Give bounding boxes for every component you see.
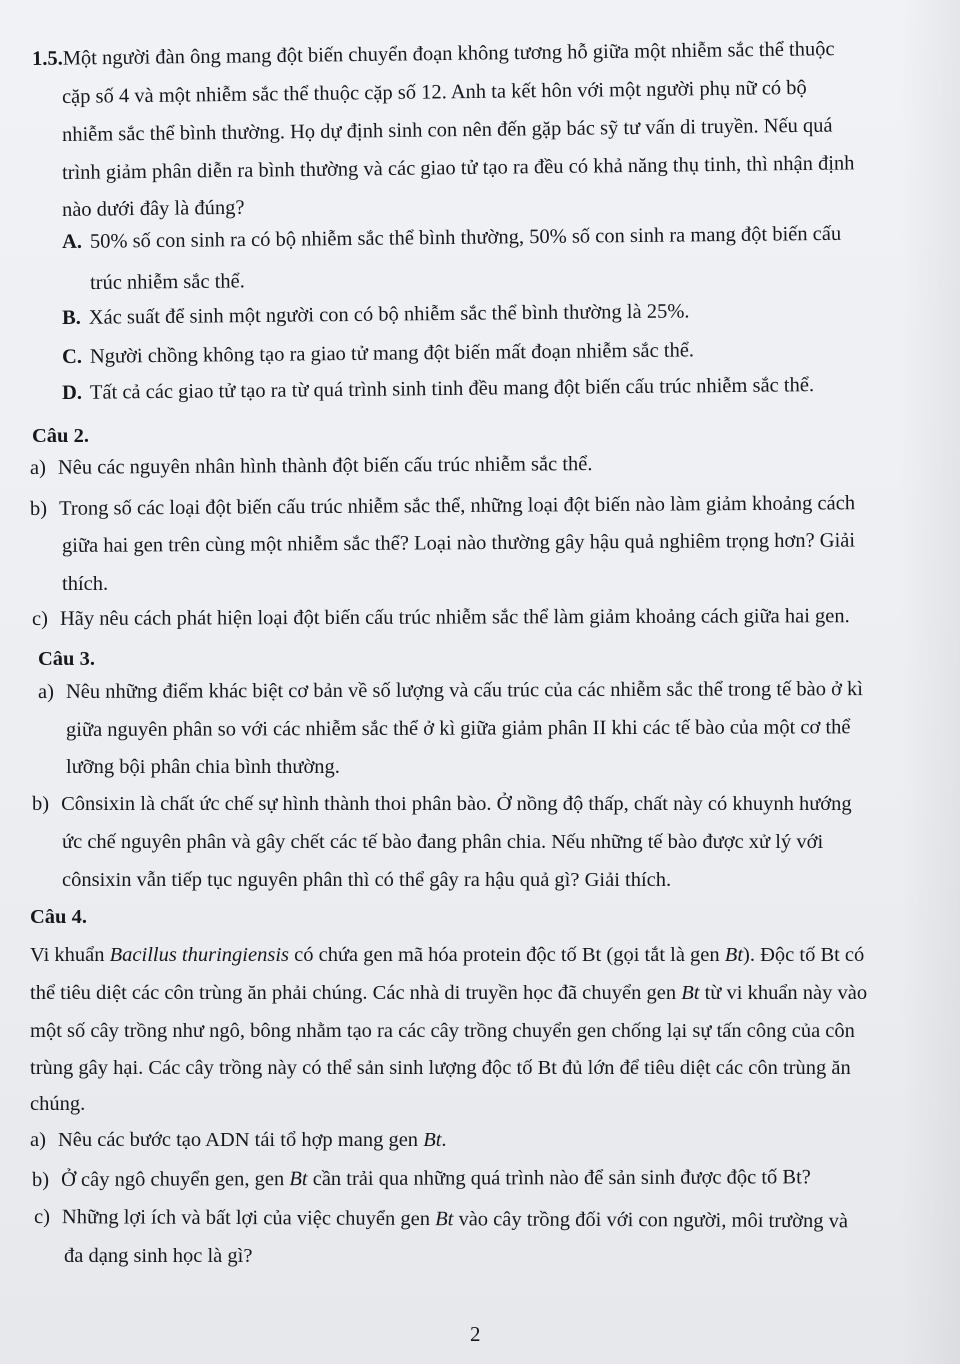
sub-text: Cônsixin là chất ức chế sự hình thành thoi phân bào. Ở nồng độ thấp, chất này có khuynh hướng	[61, 793, 852, 815]
option-text: Tất cả các giao tử tạo ra từ quá trình sinh tinh đều mang đột biến cấu trúc nhiễm sắc thể.	[89, 374, 815, 404]
sub-text: Hãy nêu cách phát hiện loại đột biến cấu trúc nhiễm sắc thể làm giảm khoảng cách giữa hai gen.	[59, 605, 850, 630]
question-line: cặp số 4 và một nhiễm sắc thể thuộc cặp số 12. Anh ta kết hôn với một người phụ nữ có bộ	[61, 76, 807, 108]
question-line: nào dưới đây là đúng?	[61, 196, 245, 221]
sub-question-a	[30, 1127, 447, 1153]
sub-text: Nêu những điểm khác biệt cơ bản về số lượng và cấu trúc của các nhiễm sắc thể trong tế bào ở kì	[65, 678, 864, 703]
sub-question-b	[30, 490, 855, 522]
sub-question-b	[32, 1164, 811, 1193]
option-text: 50% số con sinh ra có bộ nhiễm sắc thể bình thường, 50% số con sinh ra mang đột biến cấu	[89, 222, 842, 253]
sub-text: Trong số các loại đột biến cấu trúc nhiễm sắc thể, những loại đột biến nào làm giảm khoảng cách	[59, 492, 856, 520]
sub-label: a)	[30, 1129, 46, 1151]
sub-label: b)	[32, 793, 50, 815]
sub-label: b)	[31, 1168, 50, 1191]
italic-term: Bt	[289, 1168, 308, 1191]
sub-text-line: cônsixin vẫn tiếp tục nguyên phân thì có thể gây ra hậu quả gì? Giải thích.	[62, 869, 672, 891]
sub-text-line: giữa hai gen trên cùng một nhiễm sắc thể? Loại nào thường gây hậu quả nghiêm trọng hơn? Giải	[61, 529, 856, 557]
sub-question-c	[34, 1204, 848, 1234]
option-d	[62, 372, 814, 406]
section-heading: Câu 3.	[38, 648, 95, 670]
intro-line: Vi khuẩn Bacillus thuringiensis có chứa gen mã hóa protein độc tố Bt (gọi tắt là gen Bt). Độc tố Bt có	[30, 944, 865, 966]
question-number: 1.5.	[31, 47, 63, 70]
sub-label: a)	[37, 680, 54, 703]
option-c	[62, 337, 694, 370]
sub-label: b)	[29, 497, 48, 520]
option-b	[62, 298, 690, 331]
sub-question-c	[32, 603, 850, 632]
section-heading: Câu 4.	[30, 906, 87, 928]
option-a	[62, 221, 841, 255]
italic-term: Bt	[724, 944, 744, 966]
option-text: Người chồng không tạo ra giao tử mang đột biến mất đoạn nhiễm sắc thể.	[89, 339, 695, 368]
option-label: C.	[61, 345, 83, 368]
intro-line: chúng.	[30, 1093, 86, 1115]
option-label: B.	[61, 306, 81, 329]
sub-question-a	[38, 676, 863, 705]
italic-term: Bt	[435, 1208, 454, 1231]
question-line: nhiễm sắc thể bình thường. Họ dự định sinh con nên đến gặp bác sỹ tư vấn di truyền. Nếu quá	[61, 114, 833, 146]
sub-text: Ở cây ngô chuyển gen, gen Bt cần trải qua những quá trình nào để sản sinh được độc tố Bt?	[61, 1166, 811, 1191]
italic-term: Bt	[681, 982, 700, 1004]
sub-text: Nêu các nguyên nhân hình thành đột biến cấu trúc nhiễm sắc thể.	[57, 453, 593, 479]
sub-text-line: thích.	[62, 573, 109, 595]
sub-text: Những lợi ích và bất lợi của việc chuyển gen Bt vào cây trồng đối với con người, môi trường và	[61, 1206, 849, 1233]
sub-text-line: lưỡng bội phân chia bình thường.	[66, 756, 340, 778]
intro-line: thể tiêu diệt các côn trùng ăn phải chúng. Các nhà di truyền học đã chuyển gen Bt từ vi khuẩn này vào	[30, 982, 868, 1004]
section-heading: Câu 2.	[32, 425, 89, 447]
italic-term: Bt	[423, 1129, 442, 1151]
option-a-continued: trúc nhiễm sắc thể.	[89, 270, 245, 294]
sub-text-line: đa dạng sinh học là gì?	[64, 1245, 253, 1267]
question-text: Một người đàn ông mang đột biến chuyển đoạn không tương hỗ giữa một nhiễm sắc thể thuộc	[62, 38, 835, 70]
shadow-edge	[900, 0, 960, 1364]
question-line: trình giảm phân diễn ra bình thường và các giao tử tạo ra đều có khả năng thụ tinh, thì nhận định	[61, 152, 855, 184]
intro-line: trùng gây hại. Các cây trồng này có thể sản sinh lượng độc tố Bt đủ lớn để tiêu diệt các côn trùng ăn	[30, 1057, 851, 1079]
sub-question-b	[32, 791, 852, 817]
sub-text-line: giữa nguyên phân so với các nhiễm sắc thể ở kì giữa giảm phân II khi các tế bào của một cơ thể	[65, 716, 851, 741]
intro-line: một số cây trồng như ngô, bông nhằm tạo ra các cây trồng chuyển gen chống lại sự tấn công của côn	[30, 1020, 855, 1042]
sub-label: c)	[31, 607, 48, 630]
option-label: D.	[61, 381, 83, 404]
question-line	[32, 36, 835, 72]
sub-label: c)	[33, 1206, 50, 1229]
page-number: 2	[470, 1322, 481, 1346]
italic-term: Bacillus thuringiensis	[109, 944, 289, 966]
sub-text-line: ức chế nguyên phân và gây chết các tế bào đang phân chia. Nếu những tế bào được xử lý với	[62, 831, 824, 853]
sub-text: Nêu các bước tạo ADN tái tổ hợp mang gen Bt.	[57, 1129, 447, 1151]
option-label: A.	[61, 230, 83, 253]
option-text: Xác suất để sinh một người con có bộ nhiễm sắc thể bình thường là 25%.	[88, 300, 690, 329]
sub-question-a	[30, 451, 593, 481]
sub-label: a)	[29, 456, 47, 479]
